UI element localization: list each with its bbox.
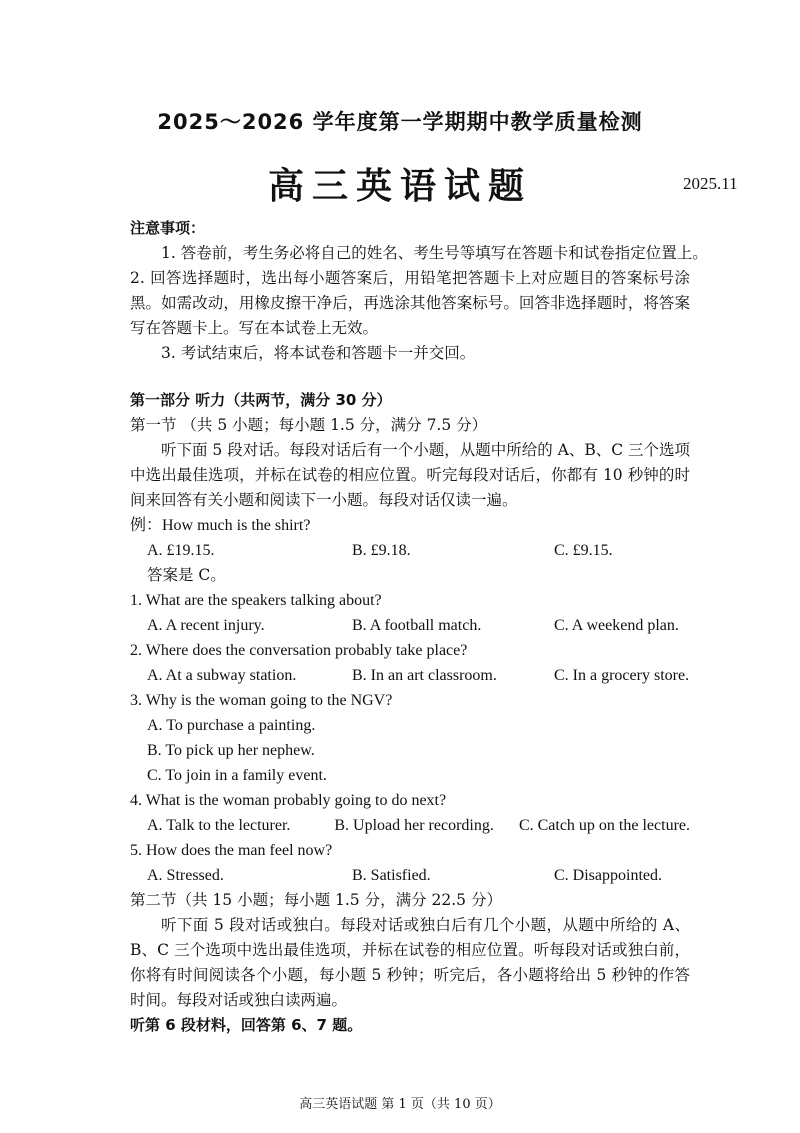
question-2: 2. Where does the conversation probably take place? bbox=[130, 642, 468, 659]
q5-option-a: A. Stressed. bbox=[147, 867, 224, 884]
page-footer: 高三英语试题 第 1 页（共 10 页） bbox=[299, 1097, 501, 1112]
q3-option-a: A. To purchase a painting. bbox=[147, 717, 316, 734]
exam-main-title: 2025～2026 学年度第一学期期中教学质量检测 bbox=[157, 110, 643, 134]
q3-option-c: C. To join in a family event. bbox=[147, 767, 327, 784]
example-answer: 答案是 C。 bbox=[147, 566, 226, 584]
section1-instructions: 听下面 5 段对话。每段对话后有一个小题，从题中所给的 A、B、C 三个选项中选出最佳选项，并标在试卷的相应位置。听完每段对话后，你都有 10 秒钟的时间来回答有关小题和阅读下一小题。每段对话仅读一遍。 bbox=[130, 441, 691, 509]
notice-item-1: 1. 答卷前，考生务必将自己的姓名、考生号等填写在答题卡和试卷指定位置上。 bbox=[161, 244, 708, 262]
question-5: 5. How does the man feel now? bbox=[130, 842, 333, 859]
q4-option-c: C. Catch up on the lecture. bbox=[518, 817, 690, 834]
question-4: 4. What is the woman probably going to do next? bbox=[130, 792, 447, 809]
example-option-b: B. £9.18. bbox=[352, 542, 411, 559]
part1-heading: 第一部分 听力（共两节，满分 30 分） bbox=[130, 391, 392, 409]
question-1: 1. What are the speakers talking about? bbox=[130, 592, 382, 609]
q5-option-c: C. Disappointed. bbox=[554, 867, 662, 884]
material-6-instruction: 听第 6 段材料，回答第 6、7 题。 bbox=[130, 1016, 363, 1034]
example-options bbox=[130, 538, 690, 563]
section1-heading: 第一节 （共 5 小题；每小题 1.5 分，满分 7.5 分） bbox=[130, 416, 488, 434]
section2-heading: 第二节（共 15 小题；每小题 1.5 分，满分 22.5 分） bbox=[130, 891, 502, 909]
exam-date: 2025.11 bbox=[683, 174, 738, 193]
notice-heading: 注意事项： bbox=[130, 219, 206, 237]
spacer bbox=[130, 366, 690, 388]
question-2-options bbox=[130, 663, 690, 688]
q4-option-b: B. Upload her recording. bbox=[334, 817, 494, 834]
q3-option-b: B. To pick up her nephew. bbox=[147, 742, 315, 759]
q5-option-b: B. Satisfied. bbox=[352, 867, 431, 884]
question-3: 3. Why is the woman going to the NGV? bbox=[130, 692, 393, 709]
q1-option-c: C. A weekend plan. bbox=[554, 617, 679, 634]
q1-option-a: A. A recent injury. bbox=[147, 617, 265, 634]
question-5-options bbox=[130, 863, 690, 888]
q2-option-a: A. At a subway station. bbox=[147, 667, 297, 684]
q4-option-a: A. Talk to the lecturer. bbox=[147, 817, 291, 834]
exam-subject-title: 高三英语试题 bbox=[267, 165, 532, 207]
example-option-c: C. £9.15. bbox=[554, 542, 613, 559]
q2-option-b: B. In an art classroom. bbox=[352, 667, 497, 684]
question-1-options bbox=[130, 613, 690, 638]
notice-item-2: 2. 回答选择题时，选出每小题答案后，用铅笔把答题卡上对应题目的答案标号涂黑。如需改动，用橡皮擦干净后，再选涂其他答案标号。回答非选择题时，将答案写在答题卡上。写在本试卷上无效。 bbox=[130, 269, 690, 337]
q1-option-b: B. A football match. bbox=[352, 617, 482, 634]
notice-item-3: 3. 考试结束后，将本试卷和答题卡一并交回。 bbox=[161, 344, 476, 362]
question-4-options bbox=[130, 813, 690, 838]
section2-instructions: 听下面 5 段对话或独白。每段对话或独白后有几个小题，从题中所给的 A、B、C 三个选项中选出最佳选项，并标在试卷的相应位置。听每段对话或独白前，你将有时间阅读各个小题，每小题 5 秒钟；听完后，各小题将给出 5 秒钟的作答时间。每段对话或独白读两遍。 bbox=[130, 916, 690, 1009]
example-option-a: A. £19.15. bbox=[147, 542, 215, 559]
example-question: 例：How much is the shirt? bbox=[130, 517, 311, 534]
exam-body bbox=[130, 216, 708, 1038]
q2-option-c: C. In a grocery store. bbox=[554, 667, 690, 684]
